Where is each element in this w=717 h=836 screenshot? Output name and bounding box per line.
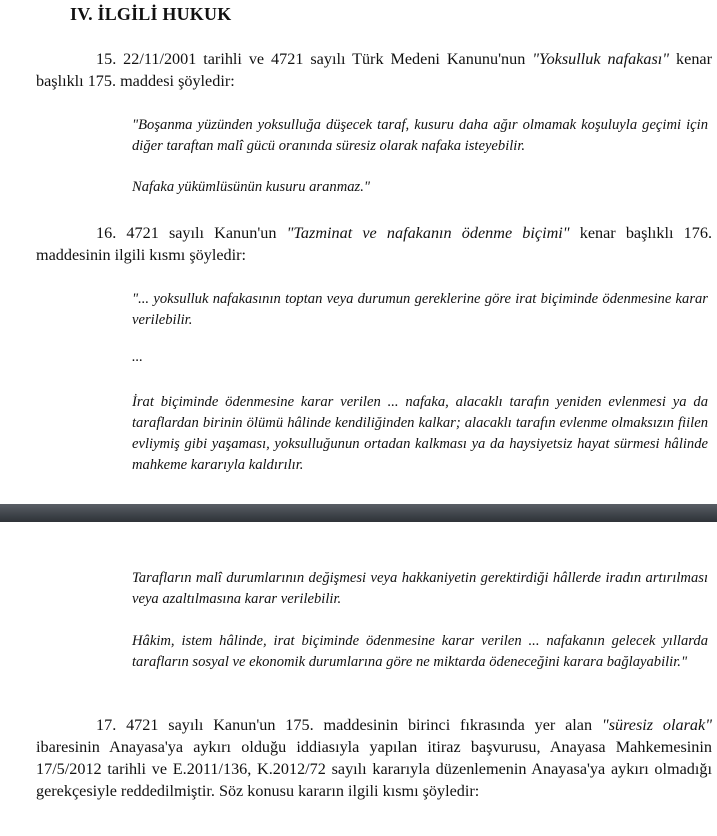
paragraph-15	[36, 48, 712, 92]
article-title: "Tazminat ve nafakanın ödenme biçimi"	[286, 224, 570, 242]
paragraph-text: kenar başlıklı 175. maddesi şöyledir:	[36, 50, 712, 90]
paragraph-number: 17.	[96, 716, 117, 734]
quote-ellipsis: ...	[132, 349, 143, 365]
paragraph-text: ibaresinin Anayasa'ya aykırı olduğu iddiasıyla yapılan itiraz başvurusu, Anayasa Mahkemesinin 17/5/2012 tarihli ve E.2011/136, K.2012/72 sayılı kararıyla düzenlemenin Anayasa'ya aykırı olmadığı gerekçesiyle reddedilmiştir. Söz konusu kararın ilgili kısmı şöyledir:	[36, 738, 712, 800]
page-break-divider	[0, 480, 717, 536]
paragraph-number: 15.	[96, 50, 117, 68]
quote-article-176-para-4: Hâkim, istem hâlinde, irat biçiminde ödenmesine karar verilen ... nafakanın gelecek yıllarda tarafların sosyal ve ekonomik durumlarına göre ne miktarda ödeneceğini karara bağlayabilir."	[132, 633, 708, 670]
quote-article-175-para-1: "Boşanma yüzünden yoksulluğa düşecek taraf, kusuru daha ağır olmamak koşuluyla geçimi için diğer taraftan malî gücü oranında süresiz olarak nafaka isteyebilir.	[132, 117, 708, 154]
quote-article-176-para-3: Tarafların malî durumlarının değişmesi veya hakkaniyetin gerektirdiği hâllerde iradın artırılması veya azaltılmasına karar verilebilir.	[132, 570, 708, 607]
page-break-bar	[0, 504, 717, 522]
quote-article-175-para-2: Nafaka yükümlüsünün kusuru aranmaz."	[132, 179, 370, 195]
section-heading: IV. İLGİLİ HUKUK	[70, 4, 232, 24]
article-title: "Yoksulluk nafakası"	[532, 50, 670, 68]
quote-article-176-para-1: "... yoksulluk nafakasının toptan veya durumun gereklerine göre irat biçiminde ödenmesine karar verilebilir.	[132, 291, 708, 328]
page-bottom	[0, 536, 717, 836]
paragraph-16	[36, 222, 712, 266]
quote-article-176-para-2: İrat biçiminde ödenmesine karar verilen ... nafaka, alacaklı tarafın yeniden evlenmesi ya da taraflardan birinin ölümü hâlinde kendiliğinden kalkar; alacaklı tarafın evlenme olmaksızın fiilen evliymiş gibi yaşaması, yoksulluğunun ortadan kalkması ya da haysiyetsiz hayat sürmesi hâlinde mahkeme kararıyla kaldırılır.	[132, 394, 708, 473]
paragraph-17	[36, 714, 712, 802]
paragraph-text: 4721 sayılı Kanun'un	[126, 224, 287, 242]
paragraph-text: kenar başlıklı 176. maddesinin ilgili kısmı şöyledir:	[36, 224, 712, 264]
paragraph-text: 22/11/2001 tarihli ve 4721 sayılı Türk Medeni Kanunu'nun	[123, 50, 533, 68]
paragraph-text: 4721 sayılı Kanun'un 175. maddesinin birinci fıkrasında yer alan	[126, 716, 602, 734]
paragraph-number: 16.	[96, 224, 117, 242]
quoted-phrase: "süresiz olarak"	[601, 716, 712, 734]
